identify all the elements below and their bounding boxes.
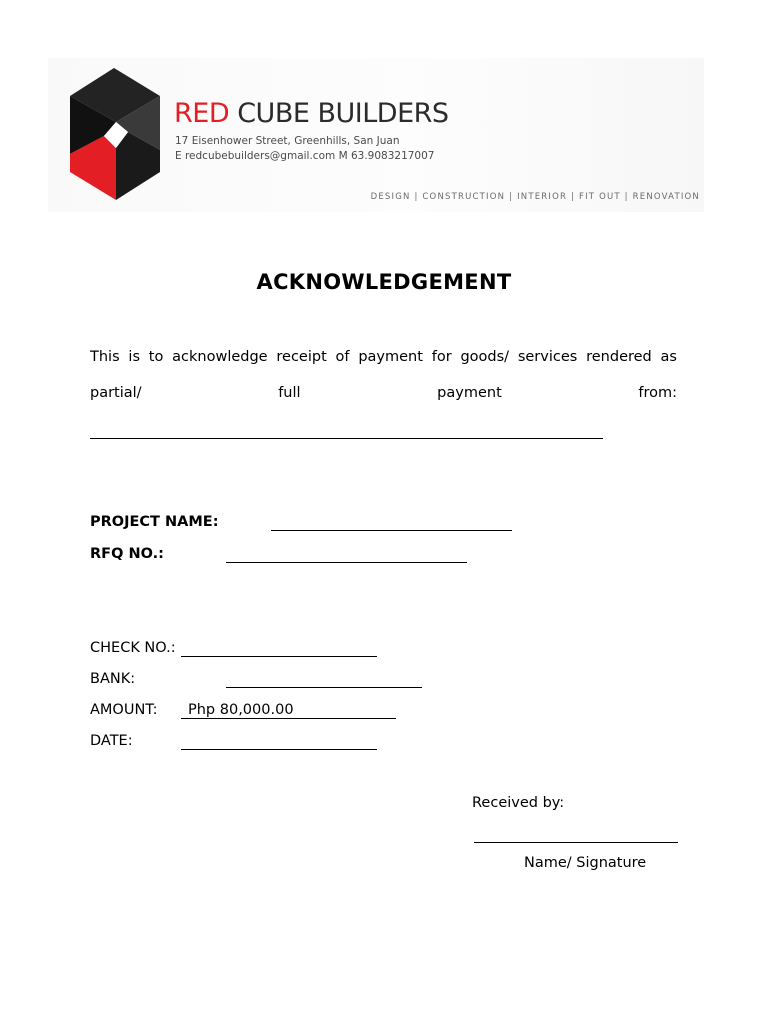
company-name-rest: CUBE BUILDERS: [229, 98, 449, 129]
check-no-line[interactable]: [181, 656, 377, 657]
date-line[interactable]: [181, 749, 377, 750]
document-title: ACKNOWLEDGEMENT: [256, 270, 512, 294]
company-contact: E redcubebuilders@gmail.com M 63.9083217007: [175, 150, 435, 162]
body-line-1: This is to acknowledge receipt of payment for goods/ services rendered as: [90, 349, 677, 365]
rfq-label: RFQ NO.:: [90, 546, 164, 562]
date-label: DATE:: [90, 733, 133, 749]
rfq-line[interactable]: [226, 562, 467, 563]
received-by-label: Received by:: [472, 795, 565, 811]
project-name-label: PROJECT NAME:: [90, 514, 219, 530]
name-signature-label: Name/ Signature: [524, 855, 647, 871]
company-name: [174, 100, 449, 127]
body-line-2: [90, 385, 677, 401]
payer-name-line[interactable]: [90, 438, 603, 439]
amount-label: AMOUNT:: [90, 702, 158, 718]
amount-value: Php 80,000.00: [188, 702, 294, 718]
company-name-red: RED: [174, 98, 230, 129]
check-no-label: CHECK NO.:: [90, 640, 176, 656]
signature-line[interactable]: [474, 842, 678, 843]
bank-line[interactable]: [226, 687, 422, 688]
project-name-line[interactable]: [271, 530, 512, 531]
company-services: DESIGN | CONSTRUCTION | INTERIOR | FIT OUT | RENOVATION: [370, 192, 700, 202]
letterhead: [48, 58, 704, 212]
body-word-partial: partial/: [90, 385, 142, 401]
bank-label: BANK:: [90, 671, 136, 687]
body-word-from: from:: [638, 385, 677, 401]
company-address: 17 Eisenhower Street, Greenhills, San Juan: [175, 135, 400, 147]
body-word-payment: payment: [437, 385, 502, 401]
red-cube-logo-icon: [68, 66, 164, 202]
body-word-full: full: [278, 385, 301, 401]
amount-line[interactable]: [181, 718, 396, 719]
